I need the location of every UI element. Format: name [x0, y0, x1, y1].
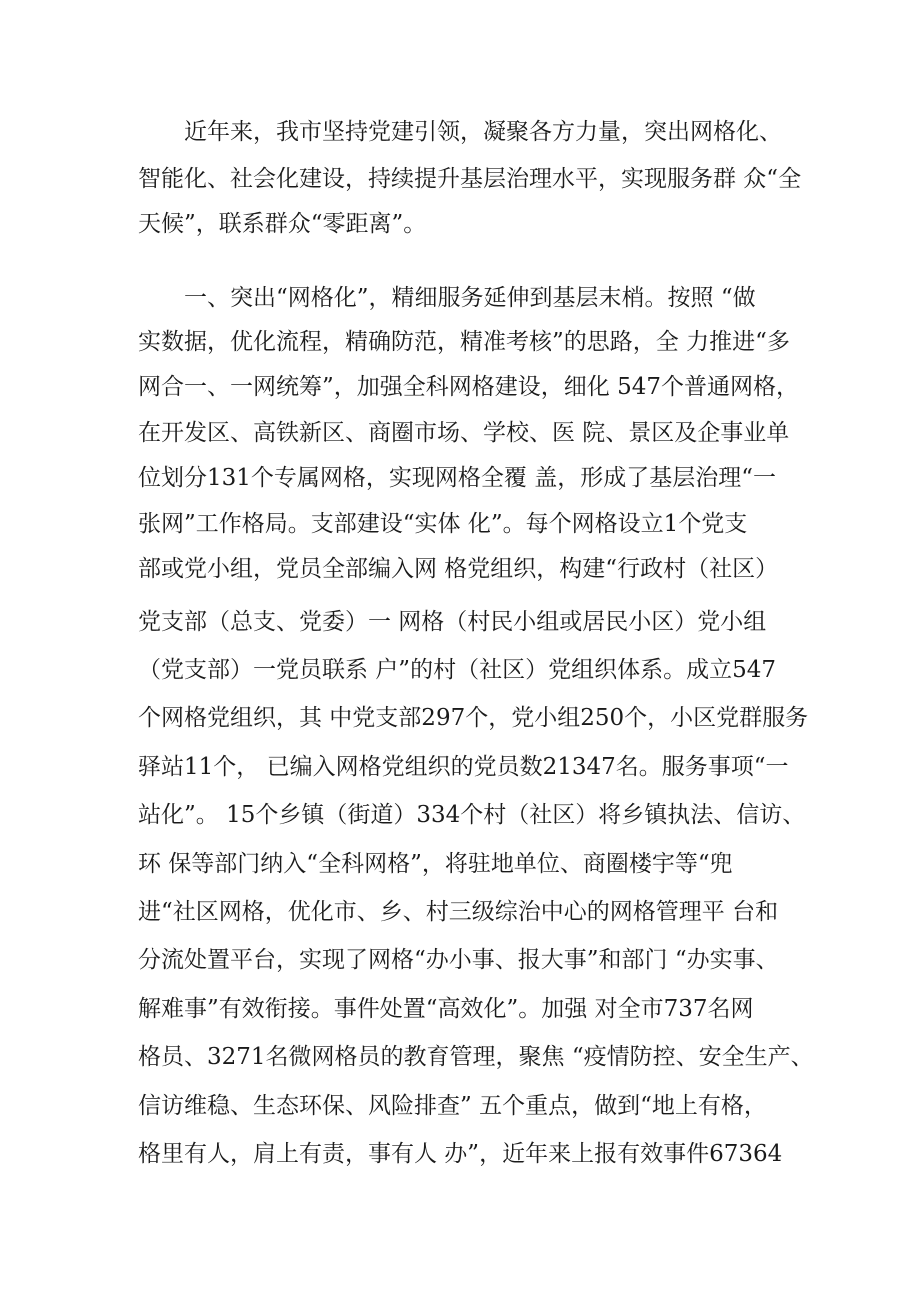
text-line: 张网”工作格局。支部建设“实体 化”。每个网格设立1个党支 [138, 511, 748, 537]
text-line: 一、突出“网格化”，精细服务延伸到基层末梢。按照 “做 [138, 285, 756, 311]
text-line: 进“社区网格，优化市、乡、村三级综治中心的网格管理平 台和 [138, 899, 779, 925]
text-line: 信访维稳、生态环保、风险排查” 五个重点，做到“地上有格， [138, 1093, 767, 1119]
text-line: 格里有人，肩上有责，事有人 办”，近年来上报有效事件67364 [138, 1141, 783, 1167]
text-line: 网合一、一网统筹”，加强全科网格建设，细化 547个普通网格， [138, 374, 799, 400]
text-line: 部或党小组，党员全部编入网 格党组织，构建“行政村（社区） [138, 556, 779, 582]
text-line: 驿站11个， 已编入网格党组织的党员数21347名。服务事项“一 [138, 754, 789, 780]
text-line: 个网格党组织，其 中党支部297个，党小组250个，小区党群服务 [138, 705, 809, 731]
text-line: 实数据，优化流程，精确防范，精准考核”的思路，全 力推进“多 [138, 329, 790, 355]
text-line: 格员、3271名微网格员的教育管理，聚焦 “疫情防控、安全生产、 [138, 1044, 814, 1070]
text-line: 近年来，我市坚持党建引领，凝聚各方力量，突出网格化、 [138, 119, 782, 145]
text-line: 在开发区、高铁新区、商圈市场、学校、医 院、景区及企事业单 [138, 420, 790, 446]
text-line: 分流处置平台，实现了网格“办小事、报大事”和部门 “办实事、 [138, 947, 779, 973]
text-line: 智能化、社会化建设，持续提升基层治理水平，实现服务群 众“全 [138, 166, 802, 192]
text-line: 党支部（总支、党委）一 网格（村民小组或居民小区）党小组 [138, 609, 767, 635]
text-line: 站化”。 15个乡镇（街道）334个村（社区）将乡镇执法、信访、 [138, 802, 806, 828]
text-line: （党支部）一党员联系 户”的村（社区）党组织体系。成立547 [138, 657, 776, 683]
text-line: 解难事”有效衔接。事件处置“高效化”。加强 对全市737名网 [138, 996, 754, 1022]
text-line: 位划分131个专属网格，实现网格全覆 盖，形成了基层治理“一 [138, 465, 776, 491]
text-line: 天候”，联系群众“零距离”。 [138, 211, 427, 237]
text-line: 环 保等部门纳入“全科网格”，将驻地单位、商圈楼宇等“兜 [138, 851, 733, 877]
